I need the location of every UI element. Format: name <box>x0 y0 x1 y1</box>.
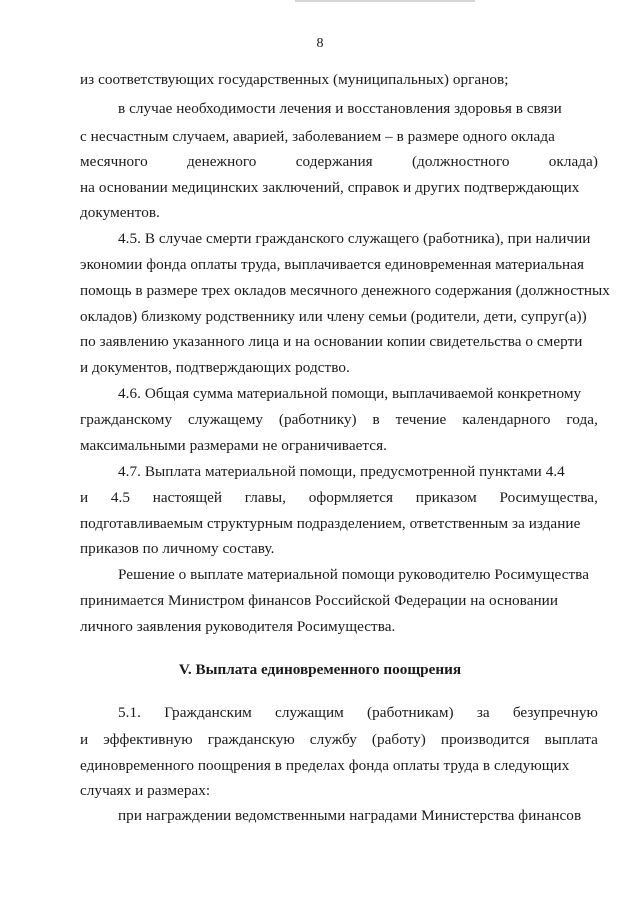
word: приказом <box>415 489 477 506</box>
word: и <box>80 731 89 748</box>
text-line: максимальными размерами не ограничивается. <box>80 437 387 454</box>
text-line: случаях и размерах: <box>80 782 211 799</box>
word: года, <box>566 411 598 428</box>
word: (работникам) <box>367 704 454 721</box>
text-line: личного заявления руководителя Росимущества. <box>80 618 396 635</box>
word: главы, <box>244 489 286 506</box>
text-line: 4.6. Общая сумма материальной помощи, выплачиваемой конкретному <box>118 385 582 402</box>
text-line: 4.7. Выплата материальной помощи, предусмотренной пунктами 4.4 <box>118 463 565 480</box>
text-line: единовременного поощрения в пределах фонда оплаты труда в следующих <box>80 757 570 774</box>
word: служащему <box>187 411 264 428</box>
text-line: Решение о выплате материальной помощи руководителю Росимущества <box>118 566 589 583</box>
text-line: и документов, подтверждающих родство. <box>80 359 350 376</box>
word: эффективную <box>103 731 193 748</box>
word: в <box>372 411 380 428</box>
text-line: документов. <box>80 204 160 221</box>
text-line: окладов) близкому родственнику или члену семьи (родители, дети, супруг(а)) <box>80 308 587 325</box>
word: содержания <box>295 153 373 170</box>
text-line: из соответствующих государственных (муниципальных) органов; <box>80 71 509 88</box>
word: оклада) <box>548 153 598 170</box>
word: оформляется <box>308 489 394 506</box>
word: течение <box>395 411 447 428</box>
text-line-justified <box>80 488 598 508</box>
text-line: 4.5. В случае смерти гражданского служащего (работника), при наличии <box>118 230 591 247</box>
word: выплата <box>544 731 598 748</box>
text-line: помощь в размере трех окладов месячного денежного содержания (должностных <box>80 282 610 299</box>
text-line: при награждении ведомственными наградами Министерства финансов <box>118 807 582 824</box>
word: (работнику) <box>278 411 357 428</box>
word: календарного <box>462 411 551 428</box>
text-line: приказов по личному составу. <box>80 540 275 557</box>
word: и <box>80 489 89 506</box>
text-line: на основании медицинских заключений, справок и других подтверждающих <box>80 179 580 196</box>
text-line: по заявлению указанного лица и на основании копии свидетельства о смерти <box>80 333 583 350</box>
page-number: 8 <box>316 36 324 51</box>
text-line-content: в случае необходимости лечения и восстановления здоровья в связи <box>118 100 562 117</box>
word: гражданскому <box>80 411 173 428</box>
word: (должностного <box>411 153 510 170</box>
word: служащим <box>275 704 344 721</box>
word: за <box>476 704 490 721</box>
word: производится <box>440 731 530 748</box>
text-line <box>118 99 598 119</box>
text-line: подготавливаемым структурным подразделением, ответственным за издание <box>80 515 581 532</box>
text-line: с несчастным случаем, аварией, заболеванием – в размере одного оклада <box>80 128 555 145</box>
word: Гражданским <box>164 704 252 721</box>
text-line: экономии фонда оплаты труда, выплачивается единовременная материальная <box>80 256 585 273</box>
text-line-justified <box>118 703 598 723</box>
word: 4.5 <box>110 489 131 506</box>
section-heading: V. Выплата единовременного поощрения <box>178 661 462 678</box>
text-line-justified <box>80 152 598 172</box>
text-line: принимается Министром финансов Российской Федерации на основании <box>80 592 559 609</box>
word: денежного <box>187 153 257 170</box>
scan-edge-mark <box>295 0 475 2</box>
word: Росимущества, <box>499 489 598 506</box>
word: службу <box>309 731 357 748</box>
word: 5.1. <box>118 704 141 721</box>
word: гражданскую <box>207 731 295 748</box>
word: месячного <box>80 153 148 170</box>
word: (работу) <box>371 731 426 748</box>
word: безупречную <box>512 704 598 721</box>
text-line-justified <box>80 410 598 430</box>
word: настоящей <box>152 489 223 506</box>
text-line-justified <box>80 730 598 750</box>
